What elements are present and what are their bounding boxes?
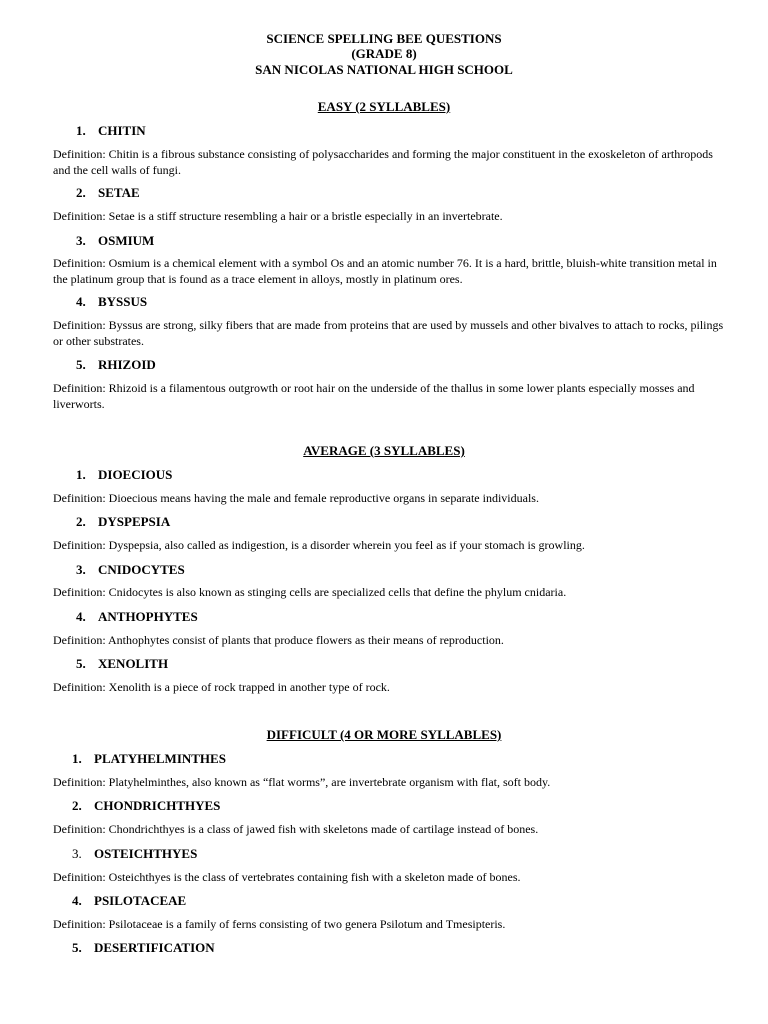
definition-text: Definition: Psilotaceae is a family of ferns consisting of two genera Psilotum and Tmesipteris. (53, 917, 506, 931)
document-school: SAN NICOLAS NATIONAL HIGH SCHOOL (255, 62, 513, 77)
definition-text: Definition: Xenolith is a piece of rock trapped in another type of rock. (53, 680, 390, 694)
list-item-term (72, 893, 186, 909)
term-word: OSTEICHTHYES (94, 846, 198, 861)
term-word: SETAE (98, 185, 140, 200)
definition-text: Definition: Platyhelminthes, also known as “flat worms”, are invertebrate organism with flat, soft body. (53, 775, 551, 789)
list-item-term (76, 609, 198, 625)
definition-text: Definition: Dyspepsia, also called as indigestion, is a disorder wherein you feel as if your stomach is growling. (53, 538, 585, 552)
term-word: PLATYHELMINTHES (94, 751, 226, 766)
list-item-term (76, 185, 140, 201)
list-item-term (72, 940, 215, 956)
term-word: DESERTIFICATION (94, 940, 215, 955)
list-item-term (72, 798, 220, 814)
term-word: OSMIUM (98, 233, 155, 248)
definition-text: Definition: Rhizoid is a filamentous outgrowth or root hair on the underside of the thallus in some lower plants especially mosses and liverworts. (53, 381, 695, 411)
list-item-term (76, 233, 154, 249)
definition-text: Definition: Chitin is a fibrous substance consisting of polysaccharides and forming the major constituent in the exoskeleton of arthropods and the cell walls of fungi. (53, 147, 713, 177)
term-word: DYSPEPSIA (98, 514, 171, 529)
list-item-term (76, 562, 185, 578)
term-word: CNIDOCYTES (98, 562, 185, 577)
item-number: 1. (76, 467, 86, 482)
document-grade: (GRADE 8) (351, 46, 417, 61)
item-number: 2. (76, 185, 86, 200)
section-title-easy: EASY (2 SYLLABLES) (317, 99, 451, 114)
document-title: SCIENCE SPELLING BEE QUESTIONS (266, 31, 502, 46)
list-item-term (76, 656, 168, 672)
term-word: DIOECIOUS (98, 467, 173, 482)
list-item-term (76, 357, 156, 373)
item-number: 2. (72, 798, 82, 813)
list-item-term (76, 467, 172, 483)
item-number: 5. (72, 940, 82, 955)
definition-text: Definition: Byssus are strong, silky fibers that are made from proteins that are used by mussels and other bivalves to attach to rocks, pilings or other substrates. (53, 318, 724, 348)
term-word: CHITIN (98, 123, 146, 138)
item-number: 3. (76, 233, 86, 248)
list-item-term (76, 123, 146, 139)
item-number: 5. (76, 656, 86, 671)
list-item-term (76, 514, 170, 530)
term-word: BYSSUS (98, 294, 148, 309)
term-word: PSILOTACEAE (94, 893, 187, 908)
term-word: XENOLITH (98, 656, 169, 671)
term-word: ANTHOPHYTES (98, 609, 198, 624)
definition-text: Definition: Cnidocytes is also known as stinging cells are specialized cells that define the phylum cnidaria. (53, 585, 567, 599)
definition-text: Definition: Chondrichthyes is a class of jawed fish with skeletons made of cartilage instead of bones. (53, 822, 539, 836)
list-item-term (76, 294, 147, 310)
definition-text: Definition: Anthophytes consist of plants that produce flowers as their means of reproduction. (53, 633, 504, 647)
item-number: 4. (76, 609, 86, 624)
section-title-difficult: DIFFICULT (4 OR MORE SYLLABLES) (266, 727, 502, 742)
item-number: 1. (72, 751, 82, 766)
section-title-average: AVERAGE (3 SYLLABLES) (303, 443, 465, 458)
term-word: CHONDRICHTHYES (94, 798, 221, 813)
item-number: 2. (76, 514, 86, 529)
definition-text: Definition: Osteichthyes is the class of vertebrates containing fish with a skeleton made of bones. (53, 870, 521, 884)
item-number: 3. (72, 846, 82, 861)
list-item-term (72, 846, 197, 862)
term-word: RHIZOID (98, 357, 156, 372)
item-number: 4. (76, 294, 86, 309)
definition-text: Definition: Setae is a stiff structure resembling a hair or a bristle especially in an invertebrate. (53, 209, 503, 223)
item-number: 1. (76, 123, 86, 138)
list-item-term (72, 751, 226, 767)
definition-text: Definition: Osmium is a chemical element with a symbol Os and an atomic number 76. It is a hard, brittle, bluish-white transition metal in the platinum group that is found as a trace element in alloys, mostly in platinum ores. (53, 256, 717, 286)
definition-text: Definition: Dioecious means having the male and female reproductive organs in separate individuals. (53, 491, 539, 505)
item-number: 5. (76, 357, 86, 372)
item-number: 3. (76, 562, 86, 577)
item-number: 4. (72, 893, 82, 908)
